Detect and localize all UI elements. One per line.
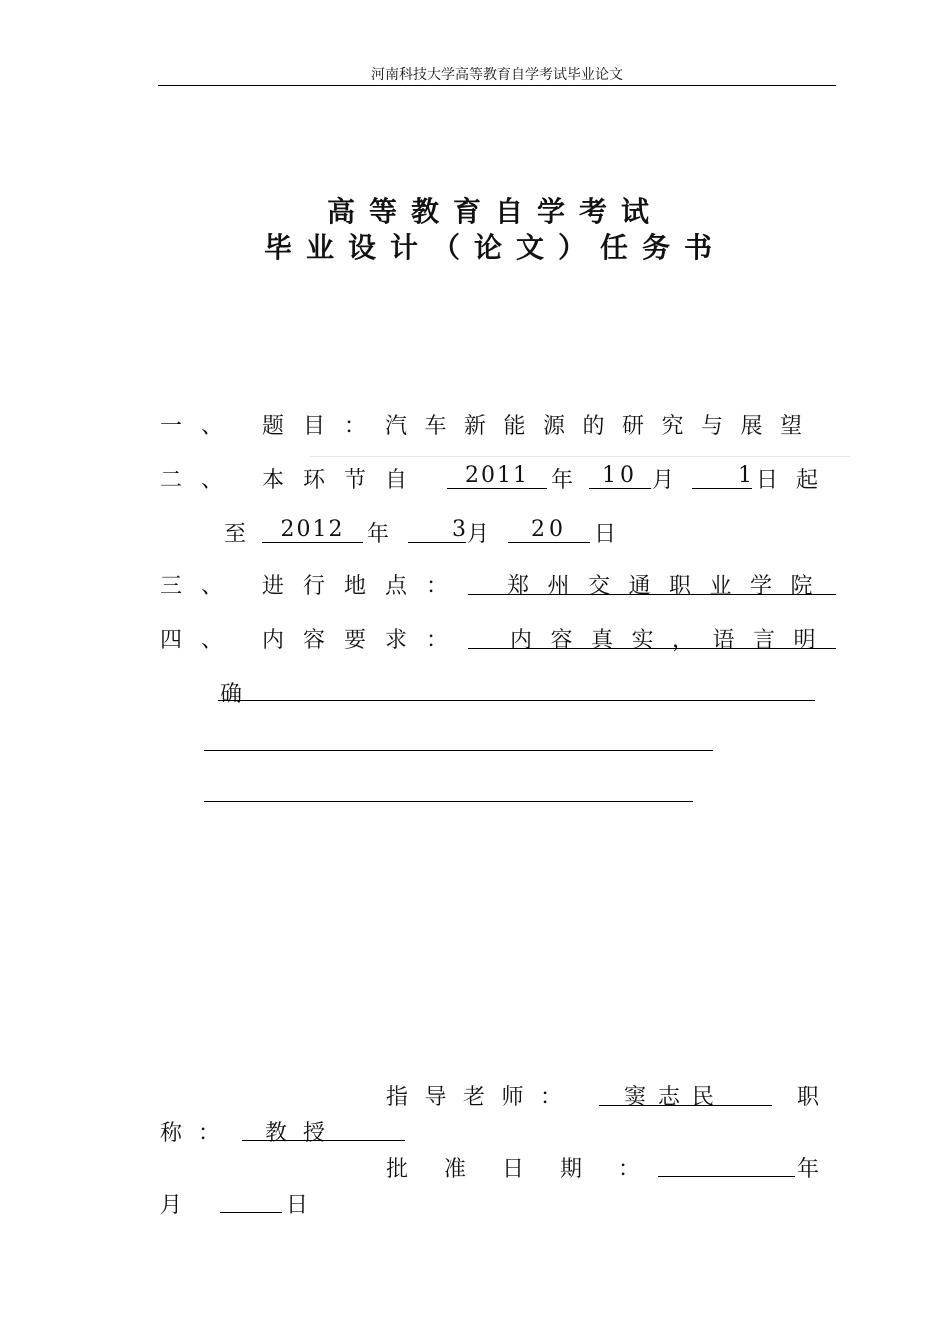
year-char: 年 (551, 468, 574, 493)
item-four-value: 内容真实，语言明 (510, 628, 835, 653)
date-year-char: 年 (797, 1157, 820, 1182)
item-four-value-cont: 确 (220, 682, 243, 707)
item-four-underline (468, 648, 836, 649)
item-three-field: 进行地点： (262, 574, 468, 599)
date-label: 批准日期： (386, 1157, 677, 1182)
header-rule (158, 85, 836, 86)
title-underline (242, 1140, 405, 1141)
advisor-name: 窦志民 (624, 1085, 727, 1110)
title-label-2: 称： (160, 1121, 237, 1146)
date-month-char: 月 (160, 1193, 183, 1218)
end-month-field: 3 (408, 517, 466, 543)
blank-line-3 (204, 801, 693, 802)
end-day-field: 20 (508, 517, 590, 543)
date-day-underline (220, 1212, 282, 1213)
page-header: 河南科技大学高等教育自学考试毕业论文 (371, 67, 623, 83)
item-three-label: 三、 (160, 574, 243, 599)
start-month-field: 10 (589, 463, 651, 489)
faint-guide-line (310, 456, 850, 457)
day-start-char: 日起 (756, 468, 837, 493)
item-three-underline (468, 594, 836, 595)
month-char: 月 (652, 468, 675, 493)
end-year-char: 年 (367, 522, 390, 547)
item-four-field: 内容要求： (262, 628, 468, 653)
end-year-field: 2012 (262, 517, 363, 543)
to-char: 至 (224, 522, 247, 547)
start-day-field: 1 (692, 463, 752, 489)
item-three-value: 郑州交通职业学院 (507, 574, 832, 599)
title-line-2: 毕业设计（论文）任务书 (263, 231, 726, 264)
blank-line-2 (204, 750, 713, 751)
title-value: 教授 (265, 1121, 342, 1146)
title-line-1: 高等教育自学考试 (326, 195, 663, 228)
item-one-value: 汽车新能源的研究与展望 (385, 414, 820, 439)
date-year-underline (658, 1176, 795, 1177)
title-label-1: 职 (797, 1085, 820, 1110)
item-two-field: 本环节自 (262, 468, 427, 493)
item-two-label: 二、 (160, 468, 243, 493)
start-year-field: 2011 (447, 463, 547, 489)
date-day-char: 日 (286, 1193, 309, 1218)
advisor-underline (599, 1105, 772, 1106)
end-month-char: 月 (467, 522, 490, 547)
advisor-label: 指导老师： (386, 1085, 579, 1110)
end-day-char: 日 (594, 522, 617, 547)
item-four-label: 四、 (160, 628, 243, 653)
item-one-field: 题目： (262, 414, 386, 439)
blank-line-1 (218, 700, 815, 701)
item-one-label: 一、 (160, 414, 243, 439)
